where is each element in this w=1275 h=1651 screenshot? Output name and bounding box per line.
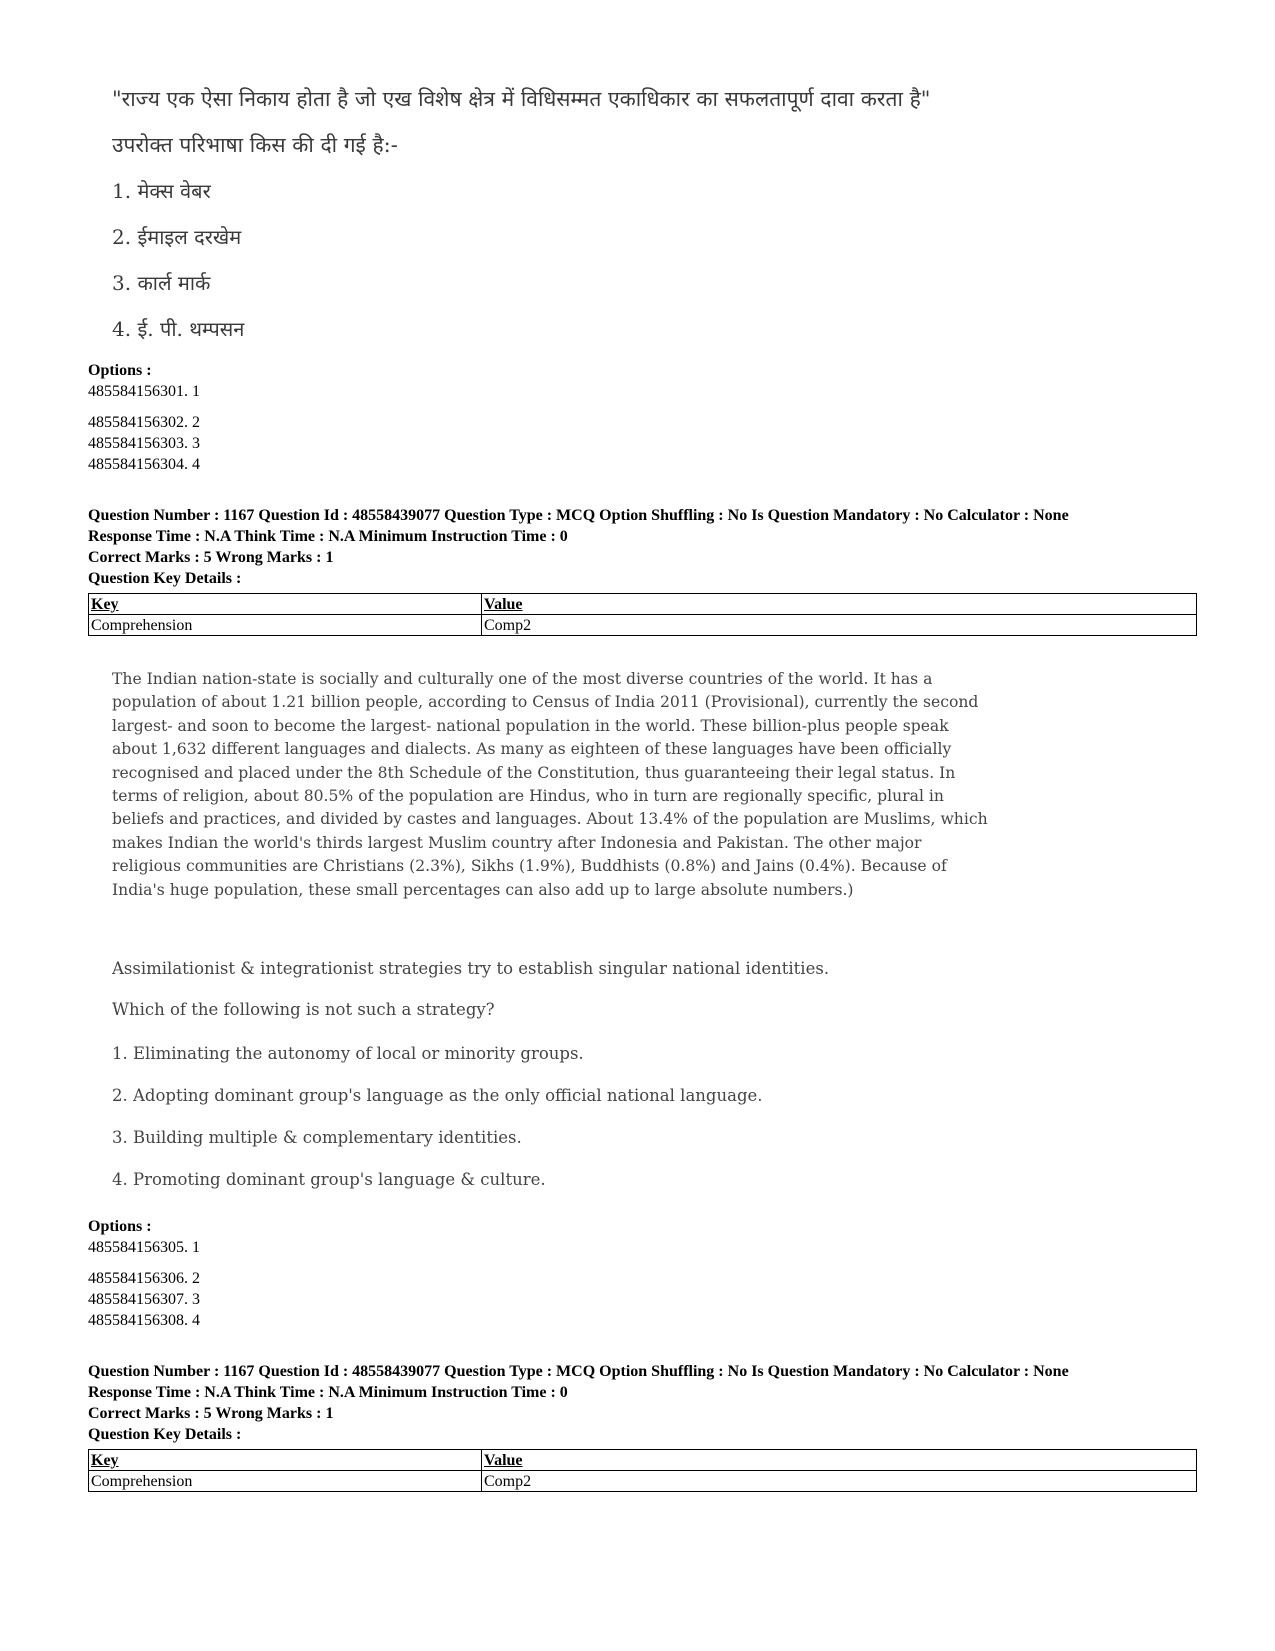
question-meta-line: Question Number : 1167 Question Id : 48558439077 Question Type : MCQ Option Shuffling : No Is Question Mandatory : No Calculator : None (88, 507, 1069, 524)
option-id: 485584156306. 2 (88, 1270, 200, 1287)
question-statement: Assimilationist & integrationist strategies try to establish singular national identities. (112, 959, 830, 978)
table-header-value: Value (482, 1450, 1197, 1471)
question-key-table (88, 1449, 1197, 1492)
table-cell-key: Comprehension (89, 1471, 482, 1492)
choice-2: 2. Adopting dominant group's language as the only official national language. (112, 1086, 763, 1105)
table-cell-value: Comp2 (482, 1471, 1197, 1492)
passage-image (112, 668, 992, 902)
option-id: 485584156304. 4 (88, 456, 200, 473)
option-id: 485584156301. 1 (88, 383, 200, 400)
choice-4: 4. ई. पी. थम्पसन (112, 317, 245, 341)
question-marks-line: Correct Marks : 5 Wrong Marks : 1 (88, 549, 334, 566)
question-prompt: उपरोक्त परिभाषा किस की दी गई है:- (112, 133, 398, 157)
question-timing-line: Response Time : N.A Think Time : N.A Minimum Instruction Time : 0 (88, 528, 568, 545)
choice-2: 2. ईमाइल दरखेम (112, 225, 242, 249)
question-meta-line: Question Number : 1167 Question Id : 48558439077 Question Type : MCQ Option Shuffling : No Is Question Mandatory : No Calculator : None (88, 1363, 1069, 1380)
table-cell-key: Comprehension (89, 615, 482, 636)
passage-text: The Indian nation-state is socially and culturally one of the most diverse countries of the world. It has a population of about 1.21 billion people, according to Census of India 2011 (Provisional), currently the second largest- and soon to become the largest- national population in the world. These billion-plus people speak about 1,632 different languages and dialects. As many as eighteen of these languages have been officially recognised and placed under the 8th Schedule of the Constitution, thus guaranteeing their legal status. In terms of religion, about 80.5% of the population are Hindus, who in turn are regionally specific, plural in beliefs and practices, and divided by castes and languages. About 13.4% of the population are Muslims, which makes Indian the world's thirds largest Muslim country after Indonesia and Pakistan. The other major religious communities are Christians (2.3%), Sikhs (1.9%), Buddhists (0.8%) and Jains (0.4%). Because of India's huge population, these small percentages can also add up to large absolute numbers.) (112, 670, 988, 899)
table-row (89, 1471, 1197, 1492)
choice-3: 3. कार्ल मार्क (112, 271, 211, 295)
table-row (89, 615, 1197, 636)
question-key-details-label: Question Key Details : (88, 1426, 242, 1443)
question-key-table (88, 593, 1197, 636)
question-image-hindi (112, 86, 930, 342)
table-header-key: Key (89, 1450, 482, 1471)
option-id: 485584156308. 4 (88, 1312, 200, 1329)
question-marks-line: Correct Marks : 5 Wrong Marks : 1 (88, 1405, 334, 1422)
table-header-row (89, 1450, 1197, 1471)
option-id: 485584156302. 2 (88, 414, 200, 431)
option-id: 485584156303. 3 (88, 435, 200, 452)
choice-1: 1. मेक्स वेबर (112, 179, 211, 203)
question-timing-line: Response Time : N.A Think Time : N.A Minimum Instruction Time : 0 (88, 1384, 568, 1401)
option-id: 485584156305. 1 (88, 1239, 200, 1256)
choice-1: 1. Eliminating the autonomy of local or minority groups. (112, 1044, 584, 1063)
question-key-details-label: Question Key Details : (88, 570, 242, 587)
choice-3: 3. Building multiple & complementary identities. (112, 1128, 522, 1147)
options-label: Options : (88, 1218, 152, 1235)
question-image-english (112, 958, 829, 1191)
question-prompt: Which of the following is not such a strategy? (112, 1000, 495, 1019)
choice-4: 4. Promoting dominant group's language & culture. (112, 1170, 546, 1189)
table-header-row (89, 594, 1197, 615)
options-label: Options : (88, 362, 152, 379)
option-id: 485584156307. 3 (88, 1291, 200, 1308)
table-header-value: Value (482, 594, 1197, 615)
question-quote: "राज्य एक ऐसा निकाय होता है जो एख विशेष क्षेत्र में विधिसम्मत एकाधिकार का सफलतापूर्ण दावा करता है" (112, 87, 931, 111)
table-header-key: Key (89, 594, 482, 615)
table-cell-value: Comp2 (482, 615, 1197, 636)
